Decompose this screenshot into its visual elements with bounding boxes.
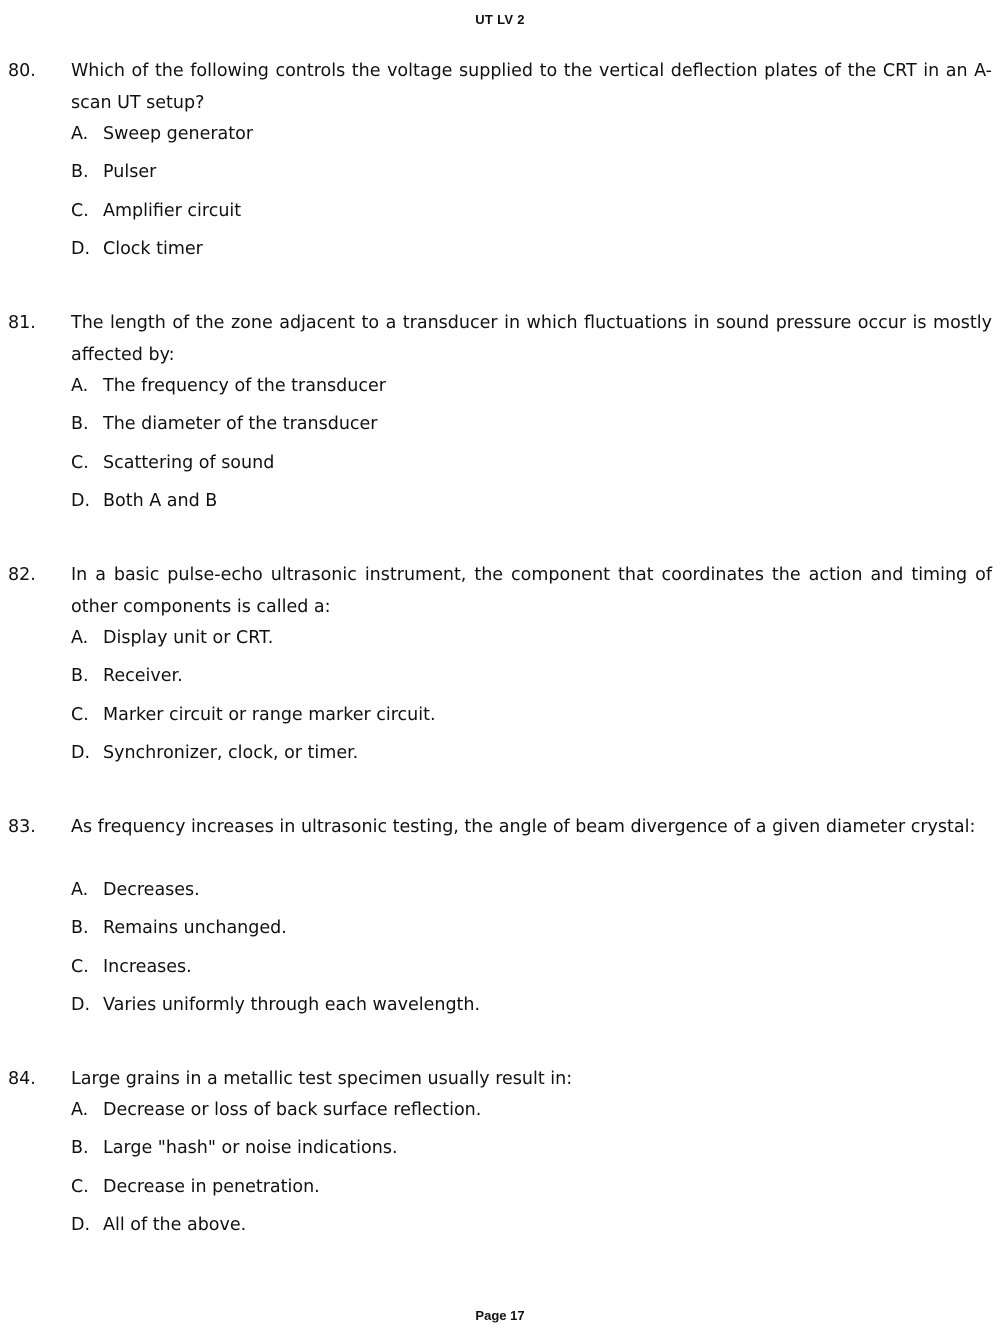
question-text: Which of the following controls the voltage supplied to the vertical deflection plates of the CRT in an A-scan UT setup? [71,61,992,113]
option-letter: C. [71,452,89,473]
option-c [71,450,971,488]
option-letter: B. [71,1138,89,1159]
option-text: Marker circuit or range marker circuit. [103,704,436,725]
option-c [71,702,971,740]
option-text: Receiver. [103,666,183,687]
option-letter: B. [71,162,89,183]
option-letter: A. [71,880,89,900]
question-number: 84. [8,1069,36,1089]
option-d [71,236,971,274]
option-text: Decrease in penetration. [103,1176,320,1197]
option-text: Decrease or loss of back surface reflection. [103,1100,482,1120]
option-a [71,625,971,663]
option-b [71,159,971,197]
option-c [71,198,971,236]
option-letter: D. [71,238,91,259]
option-d [71,740,971,778]
option-letter: D. [71,490,91,511]
option-d [71,1212,971,1250]
option-text: Amplifier circuit [103,200,242,221]
option-b [71,663,971,701]
question-number: 80. [8,61,36,81]
option-letter: A. [71,1100,89,1120]
option-letter: C. [71,704,89,725]
option-b [71,915,971,953]
option-text: Remains unchanged. [103,918,287,939]
option-text: Display unit or CRT. [103,628,274,648]
option-text: Clock timer [103,238,203,259]
option-b [71,411,971,449]
option-text: The diameter of the transducer [103,414,378,435]
option-d [71,488,971,526]
option-letter: D. [71,994,91,1015]
option-text: Both A and B [103,490,218,511]
option-a [71,121,971,159]
option-c [71,1174,971,1212]
question-text: Large grains in a metallic test specimen usually result in: [71,1069,573,1089]
option-a [71,1097,971,1135]
option-text: The frequency of the transducer [103,376,386,396]
page-header: UT LV 2 [475,12,525,27]
answer-options [71,625,971,778]
question-text: In a basic pulse-echo ultrasonic instrument, the component that coordinates the action and timing of other components is called a: [71,565,992,617]
question-number: 82. [8,565,36,585]
option-letter: C. [71,200,89,221]
option-text: Decreases. [103,880,200,900]
option-letter: A. [71,376,89,396]
page-number: Page 17 [475,1308,525,1323]
option-c [71,954,971,992]
option-letter: B. [71,414,89,435]
option-text: Scattering of sound [103,452,275,473]
option-text: Pulser [103,162,157,183]
option-text: Increases. [103,956,192,977]
option-text: Sweep generator [103,124,254,144]
option-letter: B. [71,918,89,939]
answer-options [71,877,971,1030]
option-text: Large "hash" or noise indications. [103,1138,398,1159]
option-text: Synchronizer, clock, or timer. [103,742,359,763]
answer-options [71,121,971,274]
option-b [71,1135,971,1173]
question-text: The length of the zone adjacent to a transducer in which fluctuations in sound pressure occur is mostly affected by: [71,313,992,365]
question-text: As frequency increases in ultrasonic testing, the angle of beam divergence of a given diameter crystal: [71,817,976,837]
answer-options [71,373,971,526]
option-letter: C. [71,1176,89,1197]
answer-options [71,1097,971,1250]
option-letter: D. [71,742,91,763]
option-d [71,992,971,1030]
option-text: All of the above. [103,1214,247,1235]
option-letter: D. [71,1214,91,1235]
question-number: 83. [8,817,36,837]
option-a [71,877,971,915]
option-text: Varies uniformly through each wavelength. [103,994,481,1015]
option-a [71,373,971,411]
option-letter: C. [71,956,89,977]
option-letter: B. [71,666,89,687]
option-letter: A. [71,628,89,648]
question-number: 81. [8,313,36,333]
option-letter: A. [71,124,89,144]
